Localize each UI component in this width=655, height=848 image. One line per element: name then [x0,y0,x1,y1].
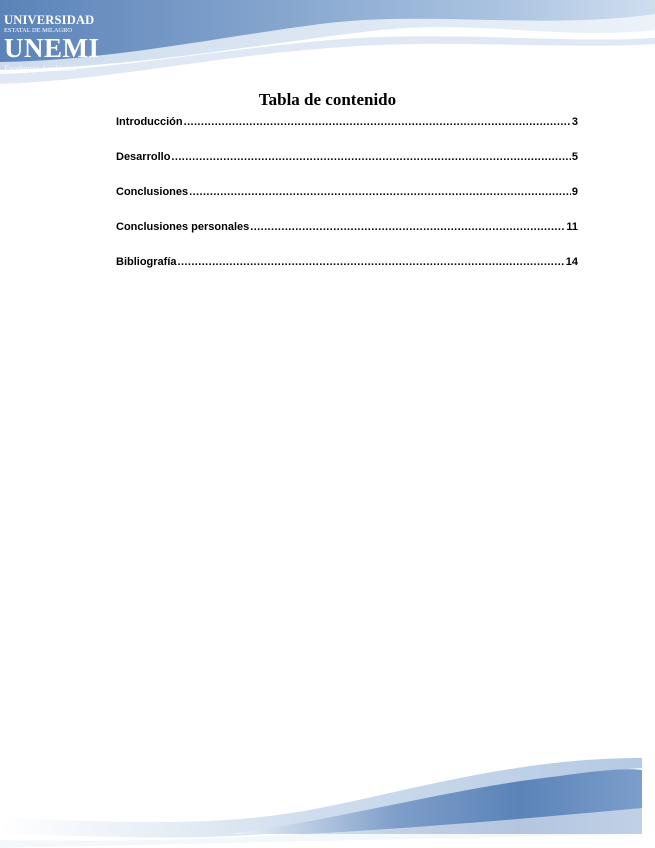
toc-dot-leader [189,186,571,198]
logo-line-unemi: UNEMI [4,33,100,63]
toc-entry-label: Introducción [116,116,183,128]
toc-entry[interactable] [116,146,578,163]
toc-entry-label: Conclusiones personales [116,221,250,233]
toc-entry-page: 9 [571,186,578,198]
toc-entry-page: 5 [571,151,578,163]
toc-entry-page: 11 [566,221,578,233]
toc-list [116,111,578,286]
toc-dot-leader [250,221,565,233]
toc-entry[interactable] [116,216,578,233]
toc-entry[interactable] [116,251,578,268]
university-logo [4,14,104,75]
toc-entry-label: Conclusiones [116,186,189,198]
toc-entry[interactable] [116,111,578,128]
toc-dot-leader [184,116,571,128]
logo-line-university: UNIVERSIDAD [4,13,95,27]
toc-entry-page: 14 [565,256,578,268]
logo-line-estatal: ESTATAL DE MILAGRO [4,27,72,34]
toc-entry[interactable] [116,181,578,198]
toc-title: Tabla de contenido [258,90,397,109]
toc-dot-leader [171,151,570,163]
toc-entry-label: Desarrollo [116,151,171,163]
toc-dot-leader [178,256,565,268]
logo-line-tagline: Excelencia Académica [4,64,77,73]
toc-entry-label: Bibliografía [116,256,177,268]
toc-entry-page: 3 [571,116,578,128]
footer-wave-decoration [0,748,655,848]
